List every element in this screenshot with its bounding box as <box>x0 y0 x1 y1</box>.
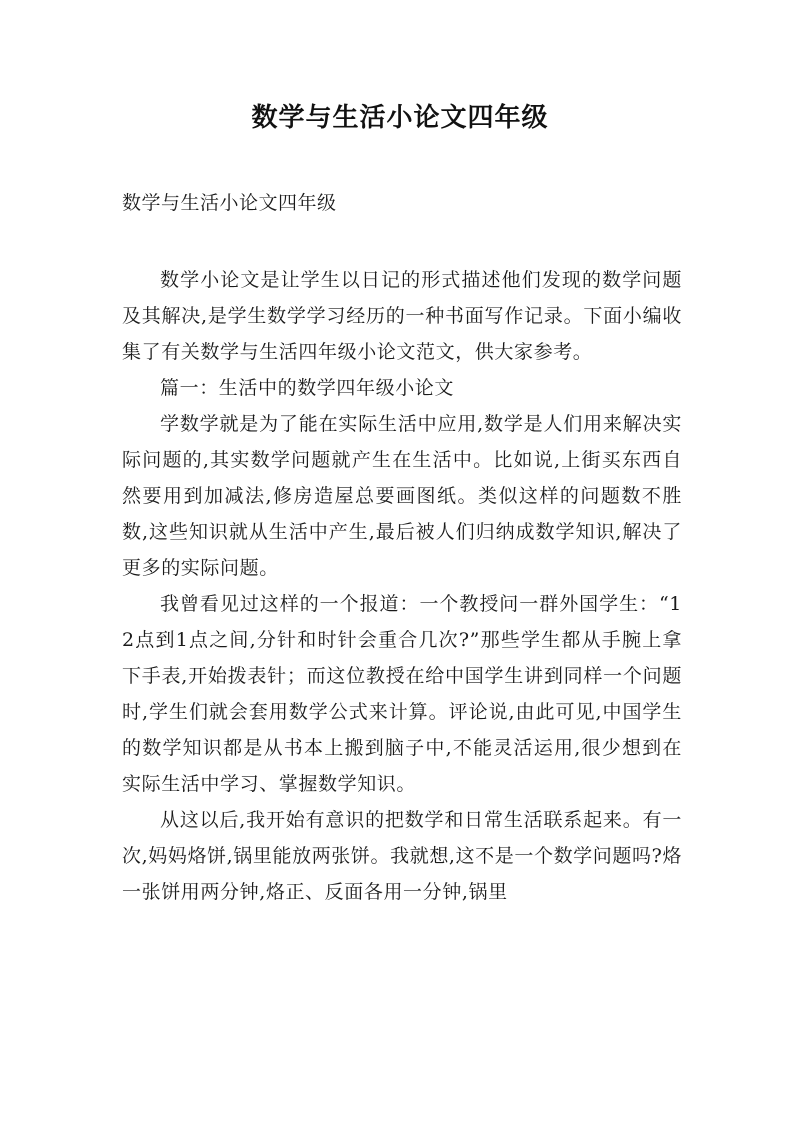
paragraph-pancake: 从这以后,我开始有意识的把数学和日常生活联系起来。有一次,妈妈烙饼,锅里能放两张饼。我就想,这不是一个数学问题吗?烙一张饼用两分钟,烙正、反面各用一分钟,锅里 <box>122 809 682 903</box>
document-title: 数学与生活小论文四年级 <box>251 103 549 133</box>
document-subtitle: 数学与生活小论文四年级 <box>122 192 337 214</box>
paragraph-report: 我曾看见过这样的一个报道：一个教授问一群外国学生：“12点到1点之间,分针和时针会重合几次?”那些学生都从手腕上拿下手表,开始拨表针；而这位教授在给中国学生讲到同样一个问题时,学生们就会套用数学公式来计算。评论说,由此可见,中国学生的数学知识都是从书本上搬到脑子中,不能灵活运用,很少想到在实际生活中学习、掌握数学知识。 <box>122 593 682 795</box>
paragraph-purpose: 学数学就是为了能在实际生活中应用,数学是人们用来解决实际问题的,其实数学问题就产生在生活中。比如说,上街买东西自然要用到加减法,修房造屋总要画图纸。类似这样的问题数不胜数,这些知识就从生活中产生,最后被人们归纳成数学知识,解决了更多的实际问题。 <box>122 413 682 579</box>
document-body <box>122 262 682 910</box>
section-heading: 篇一：生活中的数学四年级小论文 <box>160 377 455 399</box>
paragraph-intro: 数学小论文是让学生以日记的形式描述他们发现的数学问题及其解决,是学生数学学习经历的一种书面写作记录。下面小编收集了有关数学与生活四年级小论文范文，供大家参考。 <box>122 269 682 363</box>
